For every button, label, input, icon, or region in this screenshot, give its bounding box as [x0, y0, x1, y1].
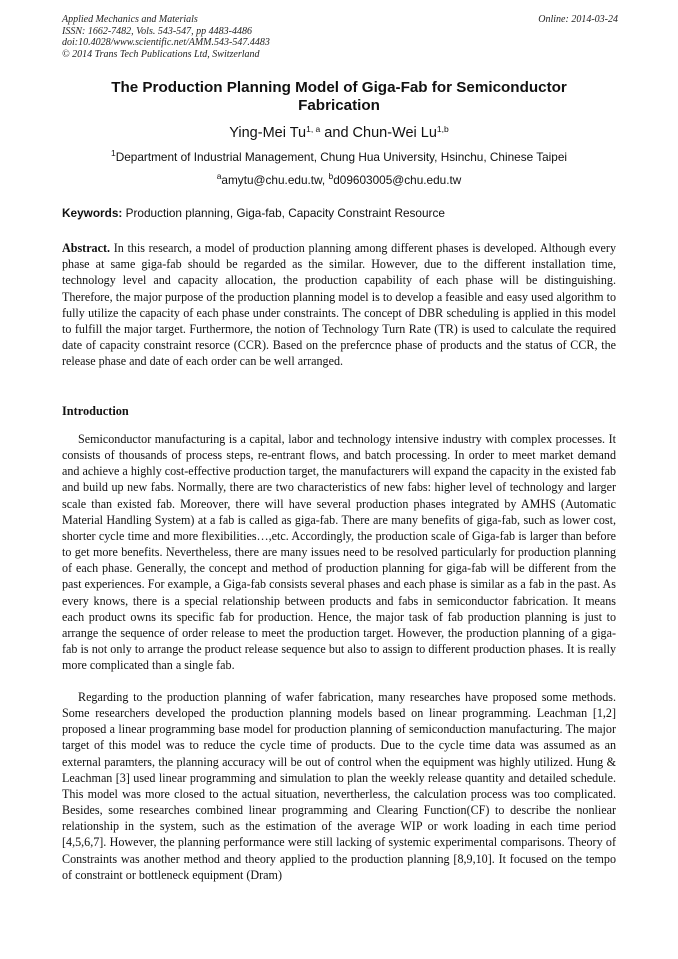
- keywords-label: Keywords:: [62, 206, 123, 220]
- paper-title: [62, 79, 616, 115]
- journal-header: [62, 14, 618, 60]
- affiliation-text: Department of Industrial Management, Chung Hua University, Hsinchu, Chinese Taipei: [115, 150, 568, 164]
- abstract-text: In this research, a model of production planning among different phases is developed. Although every phase at same giga-fab should be regarded as the similar. However, due to the different installation time, technology level and capacity allocation, the production capability of each phase will be distinguishing. Therefore, the major purpose of the production planning model is to develop a feasible and easy used algorithm to fully utilize the capacity of each phase under constraints. The concept of DBR scheduling is applied in this model to fulfill the major target. Furthermore, the notion of Technology Turn Rate (TR) is used to calculate the required date of capacity constraint resorce (CCR). Based on the prefercnce phase of products and the status of CCR, the release phase and date of each order can be well arranged.: [62, 241, 616, 369]
- keywords: [62, 206, 618, 220]
- email-b: d09603005@chu.edu.tw: [333, 173, 462, 187]
- doi-line: doi:10.4028/www.scientific.net/AMM.543-547.4483: [62, 37, 270, 49]
- email-a: amytu@chu.edu.tw,: [221, 173, 329, 187]
- copyright-line: © 2014 Trans Tech Publications Ltd, Switzerland: [62, 48, 260, 60]
- author-1: Ying-Mei Tu: [229, 125, 307, 141]
- author-joiner: and: [320, 125, 353, 141]
- keywords-text: Production planning, Giga-fab, Capacity Constraint Resource: [122, 206, 445, 220]
- issn-line: ISSN: 1662-7482, Vols. 543-547, pp 4483-4486: [62, 25, 252, 37]
- title-line-1: The Production Planning Model of Giga-Fab for Semiconductor: [111, 79, 567, 96]
- author-2: Chun-Wei Lu: [352, 125, 437, 141]
- author-1-affiliation-mark: 1, a: [306, 124, 321, 134]
- affiliation: [62, 150, 616, 164]
- online-date: Online: 2014-03-24: [538, 14, 618, 25]
- abstract: [62, 240, 616, 370]
- introduction-paragraph-2: Regarding to the production planning of wafer fabrication, many researches have proposed some methods. Some researchers developed the production planning models based on linear programming. Leachman [1,2] proposed a linear programming base model for production planning of semiconduction manufacturing. The major target of this model was to reduce the cycle time of products. Due to the cycle time data was assumed as an external paramters, the planning accuracy will be out of control when the equipment was highly utilized. Hung & Leachman [3] used linear programming and simulation to plan the weekly release quantity and detailed schedule. This model was more closed to the actual situation, nevertherless, the calculation process was too complicated. Besides, some researches combined linear programming and Clearing Function(CF) to describe the nonliear relationship in the system, such as the estimation of the average WIP or work loading in each time period [4,5,6,7]. However, the planning performance were still lacking of systemic experimental comparisons. Theory of Constraints was another method and theory applied to the production planning [8,9,10]. It focused on the tempo of constraint or bottleneck equipment (Dram): [62, 690, 616, 882]
- author-line: [62, 124, 616, 142]
- introduction-paragraph-1: Semiconductor manufacturing is a capital, labor and technology intensive industry with complex processes. It consists of thousands of process steps, re-entrant flows, and batch processing. In order to meet market demand and achieve a highly cost-effective production target, the manufacturers will expand the capacity in the existed fab and build up new fabs. Normally, there are two characteristics of new fabs: higher level of technology and larger scale than existed fab. Moreover, there will have several production phases integrated by AMHS (Automatic Material Handling System) at a fab is called as giga-fab. There are many benefits of giga-fab, such as lower cost, shorter cycle time and more flexibilities…,etc. Accordingly, the production scale of Giga-fab is larger than before to get more benefits. Nevertheless, there are many issues need to be resolved particularly for production planning of each phase. Generally, the concept and method of production planning for giga-fab will be different from the past experiences. For example, a Giga-fab consists several phases and each phase is similar as a fab in the past. As every knows, there is a special relationship between products and fabs in semiconductor fabrication. It means each product owns its specific fab for production. Hence, the major task of fab production planning is just to arrange the sequence of order release to meet the production target. However, the production planning of a giga-fab is not only to arrange the product release sequence but also to assign to different production phases. It is really more complicated than a single fab.: [62, 432, 616, 673]
- abstract-label: Abstract.: [62, 241, 111, 255]
- title-line-2: Fabrication: [298, 97, 380, 114]
- journal-name: Applied Mechanics and Materials: [62, 14, 198, 25]
- author-2-affiliation-mark: 1,b: [436, 124, 449, 134]
- email-a-mark: a: [216, 171, 222, 181]
- section-heading-introduction: Introduction: [62, 404, 129, 418]
- email-b-mark: b: [328, 171, 334, 181]
- author-emails: [62, 173, 616, 187]
- affiliation-mark: 1: [110, 148, 116, 158]
